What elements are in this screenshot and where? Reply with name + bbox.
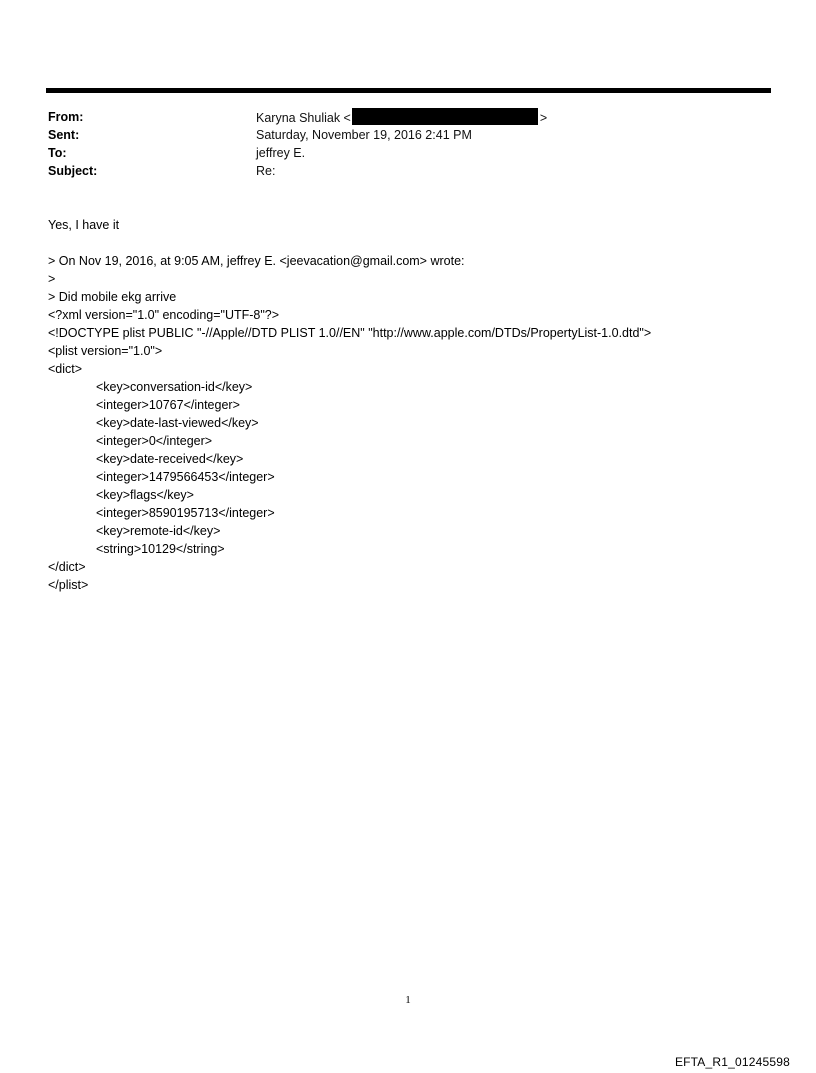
- from-value: [256, 108, 547, 127]
- plist-entry: <string>10129</string>: [96, 542, 225, 556]
- from-row: [48, 108, 748, 126]
- quoted-line: >: [48, 272, 56, 286]
- from-suffix: >: [539, 111, 548, 125]
- header-rule: [46, 88, 771, 93]
- plist-entry: <integer>1479566453</integer>: [96, 470, 275, 484]
- page-number: 1: [405, 994, 411, 1006]
- email-header: [48, 108, 748, 180]
- plist-line: <dict>: [48, 362, 83, 376]
- subject-row: [48, 162, 748, 180]
- plist-block: [48, 306, 768, 594]
- plist-line: <!DOCTYPE plist PUBLIC "-//Apple//DTD PLIST 1.0//EN" "http://www.apple.com/DTDs/PropertyList-1.0.dtd">: [48, 326, 652, 340]
- redaction-box: [352, 108, 538, 125]
- sent-value: Saturday, November 19, 2016 2:41 PM: [256, 128, 472, 142]
- plist-line: <plist version="1.0">: [48, 344, 163, 358]
- plist-entry: <integer>8590195713</integer>: [96, 506, 275, 520]
- quoted-line: > On Nov 19, 2016, at 9:05 AM, jeffrey E. <jeevacation@gmail.com> wrote:: [48, 254, 465, 268]
- quoted-line: > Did mobile ekg arrive: [48, 290, 177, 304]
- quoted-message: [48, 252, 768, 306]
- sent-row: [48, 126, 748, 144]
- from-label: From:: [48, 110, 84, 124]
- plist-entry: <key>date-last-viewed</key>: [96, 416, 259, 430]
- plist-line: <?xml version="1.0" encoding="UTF-8"?>: [48, 308, 280, 322]
- bates-number: EFTA_R1_01245598: [674, 1055, 790, 1069]
- plist-entry: <key>conversation-id</key>: [96, 380, 253, 394]
- reply-text: Yes, I have it: [48, 218, 120, 232]
- to-value: jeffrey E.: [256, 146, 306, 160]
- blank-line: [48, 234, 768, 252]
- plist-entry: <integer>0</integer>: [96, 434, 213, 448]
- plist-entry: <key>date-received</key>: [96, 452, 244, 466]
- to-row: [48, 144, 748, 162]
- sent-label: Sent:: [48, 128, 80, 142]
- plist-entry: <key>remote-id</key>: [96, 524, 221, 538]
- subject-value: Re:: [256, 164, 276, 178]
- plist-entry: <key>flags</key>: [96, 488, 194, 502]
- from-name: Karyna Shuliak <: [256, 111, 351, 125]
- email-body: [48, 216, 768, 594]
- to-label: To:: [48, 146, 67, 160]
- plist-entry: <integer>10767</integer>: [96, 398, 240, 412]
- plist-line: </dict>: [48, 560, 86, 574]
- subject-label: Subject:: [48, 164, 98, 178]
- plist-line: </plist>: [48, 578, 89, 592]
